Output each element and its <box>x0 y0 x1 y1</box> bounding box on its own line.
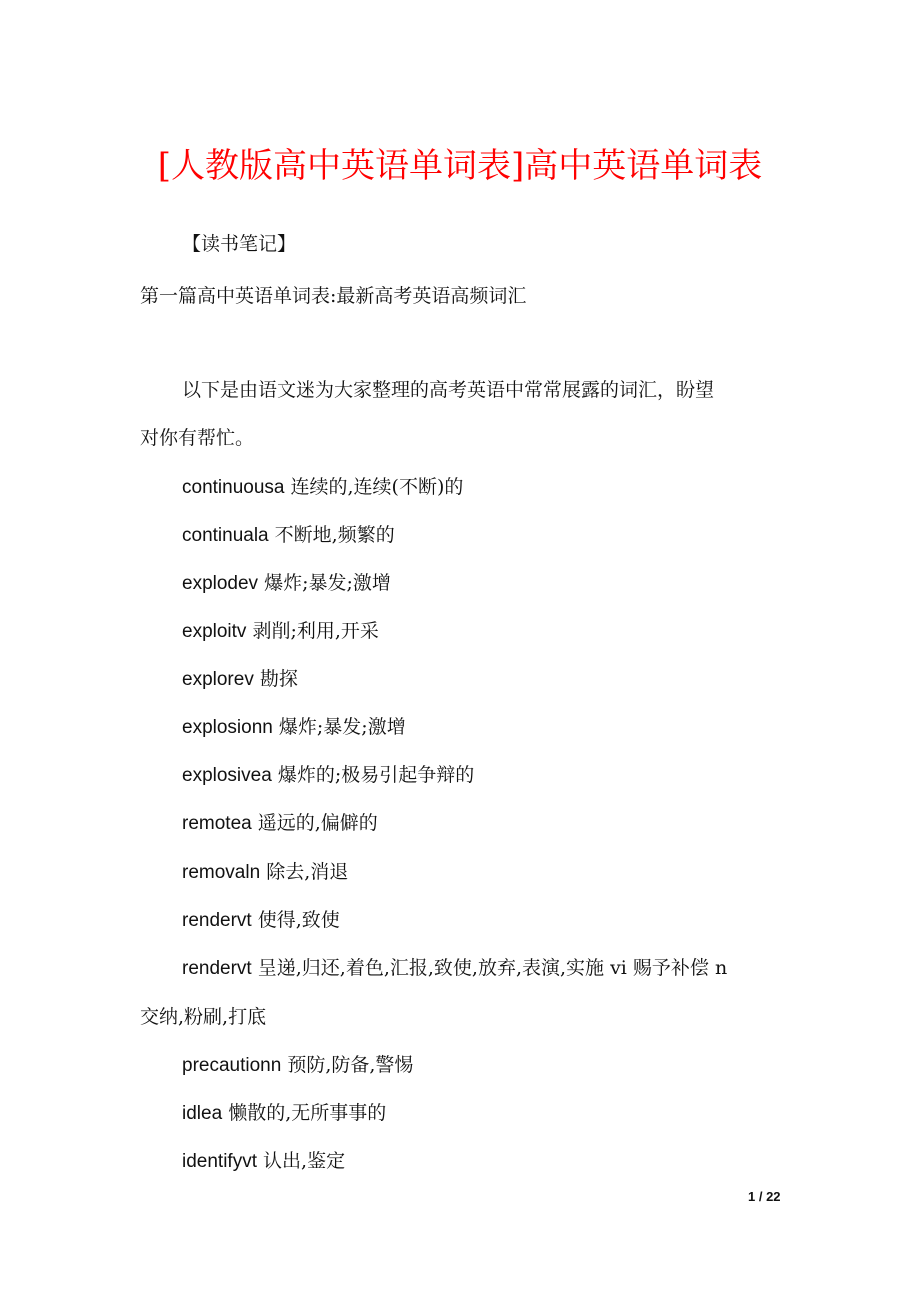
vocab-word: explorev <box>182 669 254 690</box>
vocab-meaning: 呈递,归还,着色,汇报,致使,放弃,表演,实施 vi 赐予补偿 n <box>257 957 728 979</box>
vocab-meaning: 不断地,频繁的 <box>274 524 395 546</box>
vocab-word: remotea <box>182 813 252 834</box>
vocab-entry <box>182 713 406 742</box>
vocab-word: removaln <box>182 862 261 883</box>
vocab-meaning: 爆炸;暴发;激增 <box>278 716 406 738</box>
vocab-meaning: 剥削;利用,开采 <box>252 620 379 642</box>
vocab-meaning: 连续的,连续(不断)的 <box>290 476 464 498</box>
vocab-meaning: 勘探 <box>259 668 298 690</box>
vocab-entry <box>182 1099 386 1128</box>
vocab-entry <box>182 473 463 502</box>
vocab-word: rendervt <box>182 958 252 979</box>
vocab-entry <box>182 569 391 598</box>
section-label: 【读书笔记】 <box>182 233 297 255</box>
vocab-meaning: 使得,致使 <box>257 909 340 931</box>
vocab-word: explosionn <box>182 717 273 738</box>
vocab-meaning: 除去,消退 <box>266 861 349 883</box>
vocab-meaning: 懒散的,无所事事的 <box>228 1102 387 1124</box>
intro-line-2: 对你有帮忙。 <box>140 427 255 449</box>
vocab-entry <box>182 521 395 550</box>
document-title: [人教版高中英语单词表]高中英语单词表 <box>157 146 763 186</box>
vocab-word: precautionn <box>182 1055 282 1076</box>
vocab-entry <box>182 858 348 887</box>
vocab-meaning: 爆炸的;极易引起争辩的 <box>277 764 475 786</box>
vocab-entry <box>182 1147 345 1176</box>
vocab-meaning: 爆炸;暴发;激增 <box>264 572 391 594</box>
vocab-entry <box>182 1051 413 1080</box>
subtitle: 第一篇高中英语单词表:最新高考英语高频词汇 <box>140 285 527 307</box>
vocab-meaning: 认出,鉴定 <box>263 1150 346 1172</box>
vocab-word: explosivea <box>182 765 272 786</box>
vocab-entry <box>182 761 474 790</box>
vocab-entry <box>182 809 378 838</box>
vocab-meaning: 遥远的,偏僻的 <box>257 812 378 834</box>
vocab-word: rendervt <box>182 910 252 931</box>
vocab-word: exploitv <box>182 621 247 642</box>
vocab-entry <box>182 617 379 646</box>
vocab-entry <box>182 906 340 935</box>
vocab-entry <box>182 665 298 694</box>
vocab-word: idlea <box>182 1103 223 1124</box>
vocab-entry <box>182 954 727 983</box>
vocab-word: identifyvt <box>182 1151 257 1172</box>
vocab-word: continuala <box>182 525 269 546</box>
vocab-word: continuousa <box>182 477 285 498</box>
vocab-word: explodev <box>182 573 259 594</box>
intro-line-1: 以下是由语文迷为大家整理的高考英语中常常展露的词汇，盼望 <box>182 379 715 401</box>
vocab-entry-continuation: 交纳,粉刷,打底 <box>140 1006 267 1028</box>
page-indicator: 1 / 22 <box>748 1189 781 1204</box>
vocab-meaning: 预防,防备,警惕 <box>287 1054 414 1076</box>
